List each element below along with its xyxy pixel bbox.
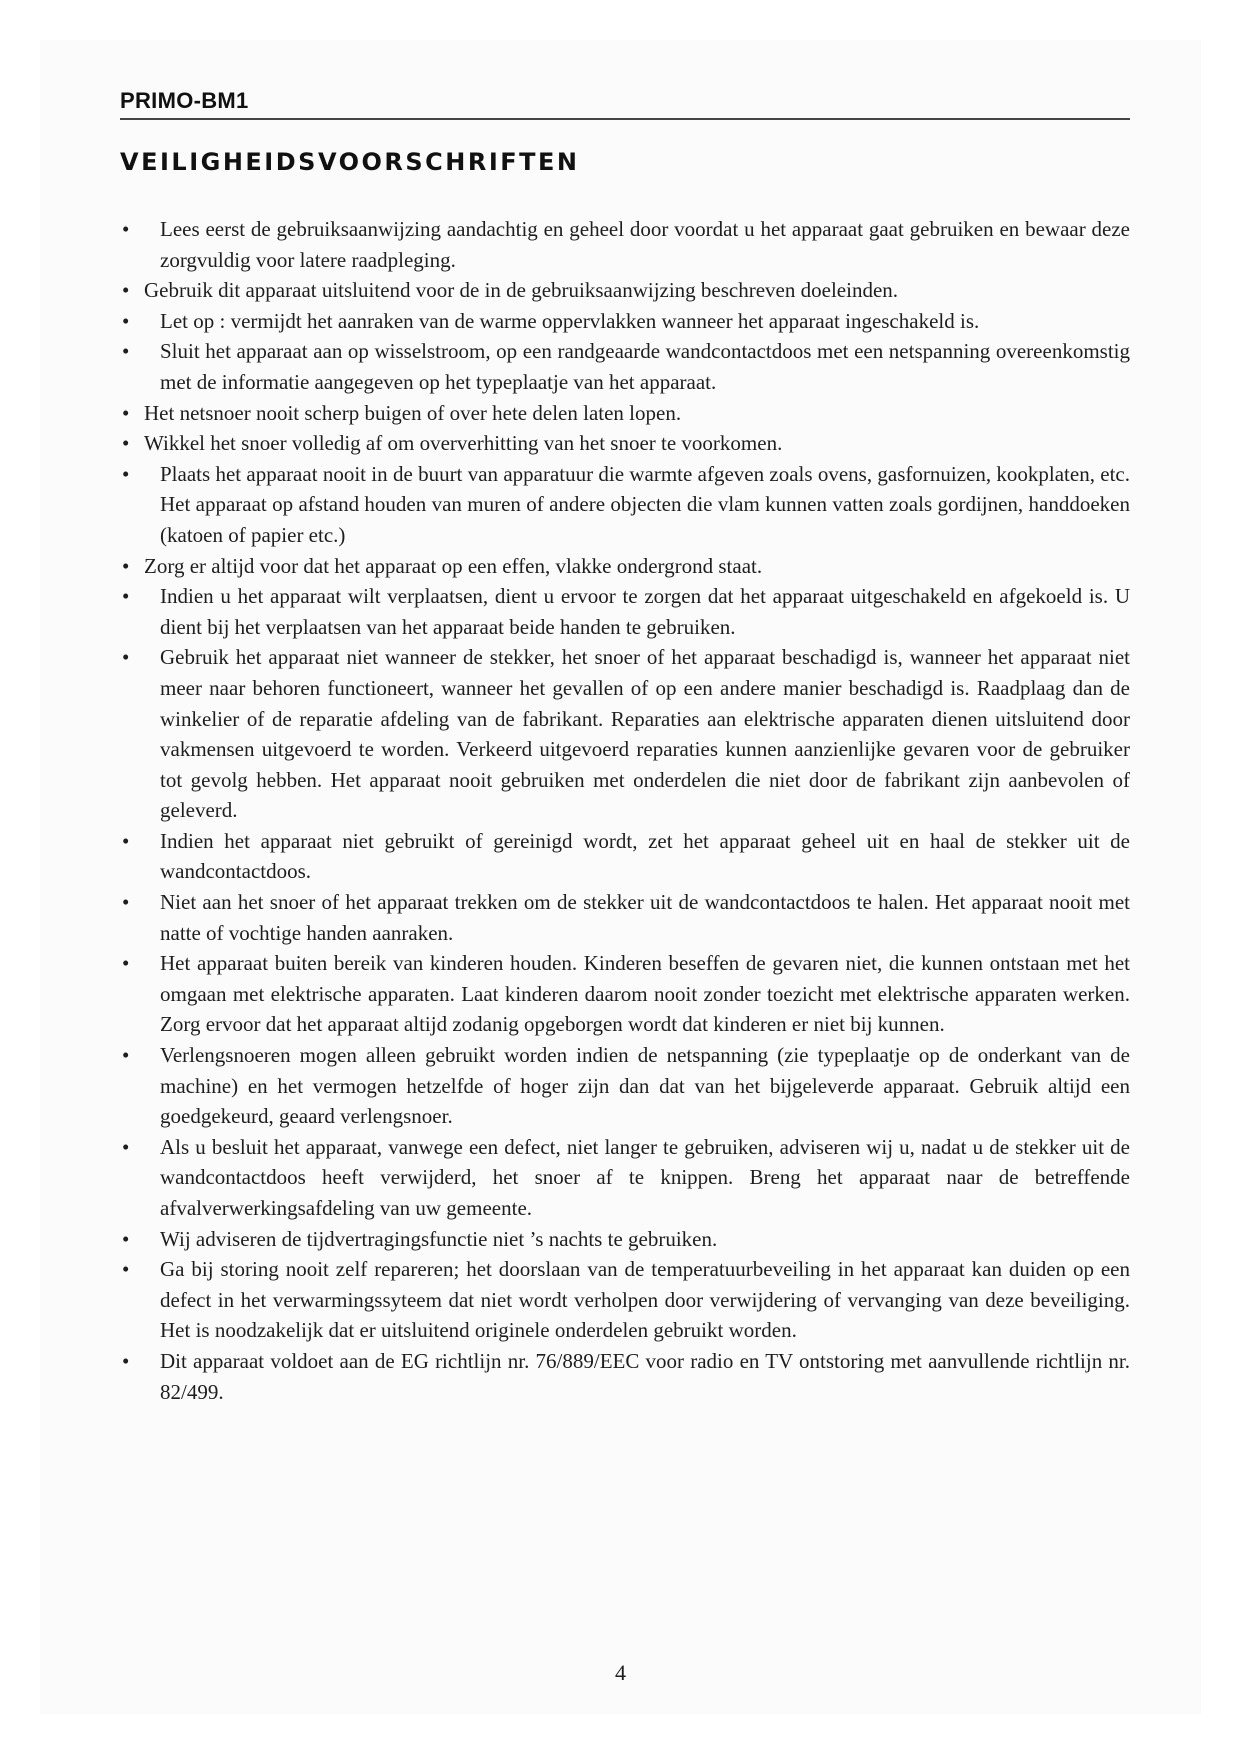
bullet-icon: • <box>122 584 130 609</box>
bullet-icon: • <box>122 1226 130 1251</box>
list-item <box>120 459 1130 551</box>
list-item-text: Wikkel het snoer volledig af om oververhitting van het snoer te voorkomen. <box>144 431 783 456</box>
list-item <box>120 551 1130 582</box>
bullet-icon: • <box>122 339 130 364</box>
list-item <box>120 1254 1130 1346</box>
list-item-text: Dit apparaat voldoet aan de EG richtlijn nr. 76/889/EEC voor radio en TV ontstoring met aanvullende richtlijn nr. 82/499. <box>160 1348 1130 1404</box>
list-item-text: Verlengsnoeren mogen alleen gebruikt worden indien de netspanning (zie typeplaatje op de onderkant van de machine) en het vermogen hetzelfde of hoger zijn dan dat van het bijgeleverde apparaat. Gebruik altijd een goedgekeurd, geaard verlengsnoer. <box>160 1043 1130 1129</box>
page-header <box>120 88 1130 120</box>
list-item <box>120 428 1130 459</box>
bullet-icon: • <box>122 1043 130 1068</box>
section-title: VEILIGHEIDSVOORSCHRIFTEN <box>120 148 580 176</box>
model-name: PRIMO-BM1 <box>120 88 249 113</box>
list-item <box>120 275 1130 306</box>
bullet-icon: • <box>122 1134 130 1159</box>
bullet-icon: • <box>122 217 130 241</box>
list-item <box>120 1132 1130 1224</box>
list-item-text: Indien u het apparaat wilt verplaatsen, dient u ervoor te zorgen dat het apparaat uitgeschakeld en afgekoeld is. U dient bij het verplaatsen van het apparaat beide handen te gebruiken. <box>160 584 1130 639</box>
list-item-text: Lees eerst de gebruiksaanwijzing aandachtig en geheel door voordat u het apparaat gaat gebruiken en bewaar deze zorgvuldig voor latere raadpleging. <box>160 217 1130 272</box>
bullet-icon: • <box>122 890 130 915</box>
bullet-icon: • <box>122 1257 130 1282</box>
list-item <box>120 398 1130 429</box>
list-item <box>120 642 1130 826</box>
list-item-text: Indien het apparaat niet gebruikt of gereinigd wordt, zet het apparaat geheel uit en haal de stekker uit de wandcontactdoos. <box>160 828 1130 884</box>
list-item-text: Zorg er altijd voor dat het apparaat op een effen, vlakke ondergrond staat. <box>144 553 763 578</box>
list-item-text: Gebruik het apparaat niet wanneer de stekker, het snoer of het apparaat beschadigd is, wanneer het apparaat niet meer naar behoren functioneert, wanneer het gevallen of op een andere manier beschadigd is. Raadplaag dan de winkelier of de reparatie afdeling van de fabrikant. Reparaties aan elektrische apparaten dienen uitsluitend door vakmensen uitgevoerd te worden. Verkeerd uitgevoerd reparaties kunnen aanzienlijke gevaren voor de gebruiker tot gevolg hebben. Het apparaat nooit gebruiken met onderdelen die niet door de fabrikant zijn aanbevolen of geleverd. <box>160 645 1130 823</box>
list-item-text: Ga bij storing nooit zelf repareren; het doorslaan van de temperatuurbeveiling in het apparaat kan duiden op een defect in het verwarmingssyteem dat niet wordt verholpen door verwijdering of vervanging van deze beveiliging. Het is noodzakelijk dat er uitsluitend originele onderdelen gebruikt worden. <box>160 1257 1130 1343</box>
bullet-icon: • <box>122 278 130 303</box>
list-item-text: Het apparaat buiten bereik van kinderen houden. Kinderen beseffen de gevaren niet, die kunnen ontstaan met het omgaan met elektrische apparaten. Laat kinderen daarom nooit zonder toezicht met elektrische apparaten werken. Zorg ervoor dat het apparaat altijd zodanig opgeborgen wordt dat kinderen er niet bij kunnen. <box>160 951 1130 1037</box>
bullet-icon: • <box>122 308 130 333</box>
list-item-text: Sluit het apparaat aan op wisselstroom, op een randgeaarde wandcontactdoos met een netspanning overeenkomstig met de informatie aangegeven op het typeplaatje van het apparaat. <box>160 339 1130 394</box>
list-item <box>120 826 1130 887</box>
safety-instructions-list <box>120 214 1130 1407</box>
list-item <box>120 1224 1130 1255</box>
list-item-text: Let op : vermijdt het aanraken van de warme oppervlakken wanneer het apparaat ingeschakeld is. <box>160 308 980 333</box>
bullet-icon: • <box>122 431 130 456</box>
bullet-icon: • <box>122 400 130 425</box>
list-item-text: Plaats het apparaat nooit in de buurt van apparatuur die warmte afgeven zoals ovens, gasfornuizen, kookplaten, etc. Het apparaat op afstand houden van muren of andere objecten die vlam kunnen vatten zoals gordijnen, handdoeken (katoen of papier etc.) <box>160 461 1130 547</box>
list-item-text: Als u besluit het apparaat, vanwege een defect, niet langer te gebruiken, adviseren wij u, nadat u de stekker uit de wandcontactdoos heeft verwijderd, het snoer af te knippen. Breng het apparaat naar de betreffende afvalverwerkingsafdeling van uw gemeente. <box>160 1134 1130 1220</box>
list-item <box>120 581 1130 642</box>
bullet-icon: • <box>122 645 130 670</box>
bullet-icon: • <box>122 461 130 486</box>
list-item <box>120 306 1130 337</box>
page-number: 4 <box>615 1660 626 1685</box>
list-item-text: Gebruik dit apparaat uitsluitend voor de in de gebruiksaanwijzing beschreven doeleinden. <box>144 278 899 303</box>
list-item-text: Niet aan het snoer of het apparaat trekken om de stekker uit de wandcontactdoos te halen. Het apparaat nooit met natte of vochtige handen aanraken. <box>160 890 1130 945</box>
bullet-icon: • <box>122 553 130 578</box>
bullet-icon: • <box>122 951 130 976</box>
list-item-text: Het netsnoer nooit scherp buigen of over hete delen laten lopen. <box>144 400 682 425</box>
list-item-text: Wij adviseren de tijdvertragingsfunctie niet ’s nachts te gebruiken. <box>160 1226 718 1251</box>
list-item <box>120 1040 1130 1132</box>
bullet-icon: • <box>122 828 130 853</box>
list-item <box>120 336 1130 397</box>
bullet-icon: • <box>122 1348 130 1373</box>
list-item <box>120 948 1130 1040</box>
list-item <box>120 887 1130 948</box>
list-item <box>120 1346 1130 1407</box>
list-item <box>120 214 1130 275</box>
